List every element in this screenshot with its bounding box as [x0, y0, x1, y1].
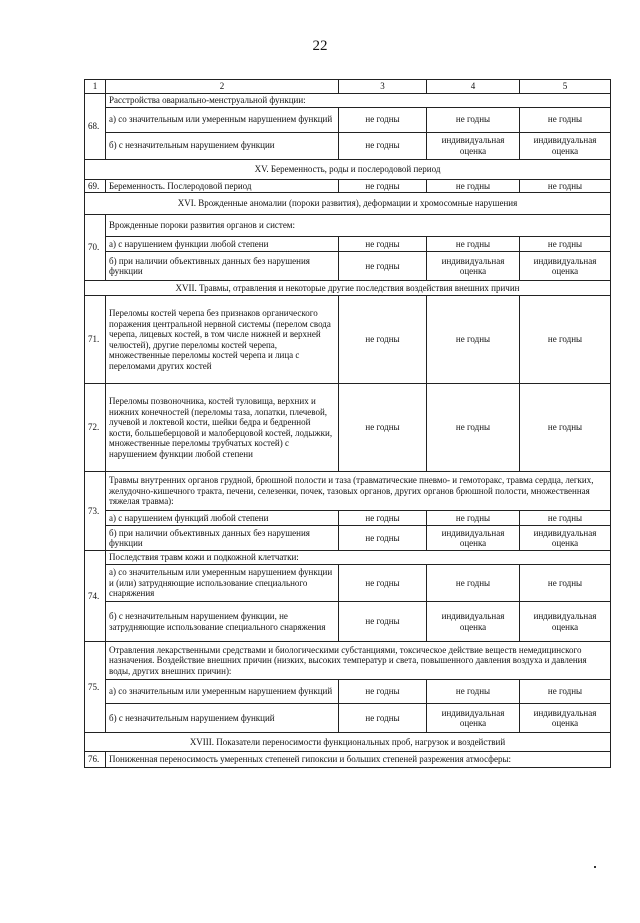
table-row: [85, 526, 611, 551]
cell-col3: не годны: [339, 680, 427, 704]
cell-col4: не годны: [427, 565, 520, 602]
cell-col5: не годны: [520, 565, 611, 602]
row-text: Переломы позвоночника, костей туловища, верхних и нижних конечностей (переломы таза, лопатки, плечевой, лучевой и локтевой кости, шейки бедра и бедренной кости, большеберцовой и малоберцовой костей, лодыжки, множественные переломы трубчатых костей) с нарушением функции любой степени: [106, 384, 339, 472]
cell-col4: индивидуальная оценка: [427, 132, 520, 159]
row-title: Пониженная переносимость умеренных степеней гипоксии и больших степеней разрежения атмосферы:: [106, 752, 611, 768]
row-title: Отравления лекарственными средствами и биологическими субстанциями, токсическое действие веществ немедицинского назначения. Воздействие внешних причин (низких, высоких температур и света, повышенного давления воздуха и давления воды, других внешних причин):: [106, 642, 611, 680]
cell-col4: индивидуальная оценка: [427, 252, 520, 281]
cell-col3: не годны: [339, 107, 427, 132]
row-number: 69.: [85, 179, 106, 193]
row-number: 70.: [85, 215, 106, 281]
section-heading: XV. Беременность, роды и послеродовой период: [85, 159, 611, 179]
col-header-3: 3: [339, 80, 427, 94]
row-number: 75.: [85, 642, 106, 733]
cell-col5: индивидуальная оценка: [520, 526, 611, 551]
cell-col4: не годны: [427, 384, 520, 472]
table-row: [85, 642, 611, 680]
cell-col3: не годны: [339, 526, 427, 551]
cell-col5: не годны: [520, 107, 611, 132]
row-text: б) с незначительным нарушением функции, не затрудняющие использование специального снаряжения: [106, 602, 339, 642]
cell-col5: индивидуальная оценка: [520, 602, 611, 642]
section-row: [85, 281, 611, 296]
cell-col5: не годны: [520, 237, 611, 252]
cell-col3: не годны: [339, 237, 427, 252]
table-row: [85, 296, 611, 384]
cell-col3: не годны: [339, 704, 427, 733]
col-header-4: 4: [427, 80, 520, 94]
row-text: Переломы костей черепа без признаков органического поражения центральной нервной системы (перелом свода черепа, лицевых костей, в том числе нижней и верхней челюстей), другие переломы костей черепа, множественные переломы костей черепа и лица с переломами других костей: [106, 296, 339, 384]
row-text: а) со значительным или умеренным нарушением функций: [106, 680, 339, 704]
table-row: [85, 179, 611, 193]
cell-col4: не годны: [427, 107, 520, 132]
table-row: [85, 252, 611, 281]
table-row: [85, 680, 611, 704]
cell-col4: не годны: [427, 680, 520, 704]
cell-col5: не годны: [520, 296, 611, 384]
table-row: [85, 237, 611, 252]
cell-col4: не годны: [427, 237, 520, 252]
cell-col3: не годны: [339, 384, 427, 472]
table-row: [85, 551, 611, 565]
table-row: [85, 704, 611, 733]
cell-col4: индивидуальная оценка: [427, 526, 520, 551]
cell-col3: не годны: [339, 565, 427, 602]
cell-col4: индивидуальная оценка: [427, 704, 520, 733]
header-row: [85, 80, 611, 94]
table-row: [85, 752, 611, 768]
section-heading: XVI. Врожденные аномалии (пороки развития), деформации и хромосомные нарушения: [85, 193, 611, 215]
table-row: [85, 93, 611, 107]
table-row: [85, 472, 611, 511]
cell-col5: индивидуальная оценка: [520, 252, 611, 281]
row-text: а) со значительным или умеренным нарушением функции и (или) затрудняющие использование специального снаряжения: [106, 565, 339, 602]
row-title: Расстройства овариально-менструальной функции:: [106, 93, 611, 107]
col-header-5: 5: [520, 80, 611, 94]
fitness-requirements-table: [84, 79, 611, 768]
cell-col3: не годны: [339, 132, 427, 159]
table-row: [85, 511, 611, 526]
row-text: Беременность. Послеродовой период: [106, 179, 339, 193]
col-header-2: 2: [106, 80, 339, 94]
row-number: 71.: [85, 296, 106, 384]
scan-speck: [594, 866, 596, 868]
row-text: б) с незначительным нарушением функций: [106, 704, 339, 733]
row-title: Последствия травм кожи и подкожной клетчатки:: [106, 551, 611, 565]
cell-col5: индивидуальная оценка: [520, 704, 611, 733]
table-row: [85, 565, 611, 602]
cell-col5: не годны: [520, 384, 611, 472]
row-text: б) при наличии объективных данных без нарушения функции: [106, 252, 339, 281]
col-header-1: 1: [85, 80, 106, 94]
table-row: [85, 602, 611, 642]
table-row: [85, 132, 611, 159]
cell-col3: не годны: [339, 602, 427, 642]
cell-col5: не годны: [520, 680, 611, 704]
cell-col3: не годны: [339, 511, 427, 526]
cell-col4: индивидуальная оценка: [427, 602, 520, 642]
section-row: [85, 733, 611, 752]
row-number: 74.: [85, 551, 106, 642]
row-number: 68.: [85, 93, 106, 159]
row-text: б) при наличии объективных данных без нарушения функции: [106, 526, 339, 551]
cell-col4: не годны: [427, 296, 520, 384]
table-row: [85, 107, 611, 132]
row-text: а) с нарушением функций любой степени: [106, 511, 339, 526]
row-text: б) с незначительным нарушением функции: [106, 132, 339, 159]
cell-col4: не годны: [427, 179, 520, 193]
cell-col3: не годны: [339, 179, 427, 193]
section-row: [85, 193, 611, 215]
cell-col4: не годны: [427, 511, 520, 526]
row-title: Травмы внутренних органов грудной, брюшной полости и таза (травматические пневмо- и гемоторакс, травма сердца, легких, желудочно-кишечного тракта, печени, селезенки, почек, тазовых органов, других органов брюшной полости, множественная тяжелая травма):: [106, 472, 611, 511]
cell-col3: не годны: [339, 296, 427, 384]
cell-col5: индивидуальная оценка: [520, 132, 611, 159]
row-text: а) со значительным или умеренным нарушением функций: [106, 107, 339, 132]
cell-col3: не годны: [339, 252, 427, 281]
row-text: а) с нарушением функции любой степени: [106, 237, 339, 252]
table-row: [85, 215, 611, 237]
section-row: [85, 159, 611, 179]
row-title: Врожденные пороки развития органов и систем:: [106, 215, 611, 237]
row-number: 76.: [85, 752, 106, 768]
cell-col5: не годны: [520, 179, 611, 193]
cell-col5: не годны: [520, 511, 611, 526]
row-number: 72.: [85, 384, 106, 472]
page-number: 22: [312, 38, 328, 54]
section-heading: XVII. Травмы, отравления и некоторые другие последствия воздействия внешних причин: [85, 281, 611, 296]
row-number: 73.: [85, 472, 106, 551]
section-heading: XVIII. Показатели переносимости функциональных проб, нагрузок и воздействий: [85, 733, 611, 752]
table-row: [85, 384, 611, 472]
